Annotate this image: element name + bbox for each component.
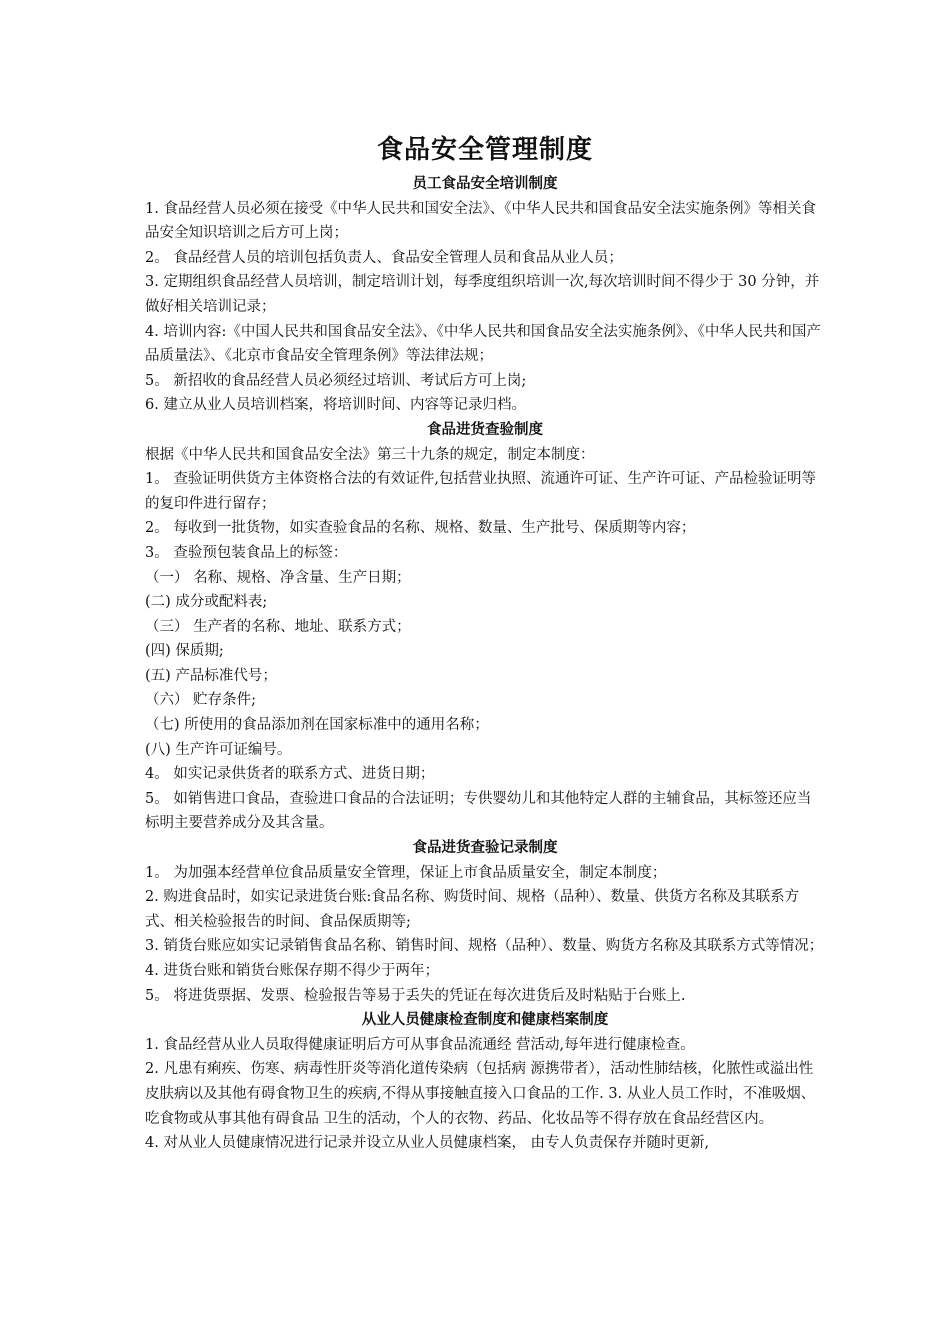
paragraph: 4. 进货台账和销货台账保存期不得少于两年； [145, 963, 439, 979]
document-title: 食品安全管理制度 [376, 135, 593, 165]
paragraph: 4. 培训内容:《中国人民共和国食品安全法》、《中华人民共和国食品安全法实施条例》、《中华人民共和国产品质量法》、《北京市食品安全管理条例》等法律法规； [145, 323, 821, 365]
paragraph: 1。 为加强本经营单位食品质量安全管理，保证上市食品质量安全，制定本制度； [145, 864, 667, 881]
paragraph: （一） 名称、规格、净含量、生产日期； [145, 569, 411, 586]
paragraph: 根据《中华人民共和国食品安全法》第三十九条的规定，制定本制度： [145, 446, 595, 463]
paragraph: (五) 产品标准代号； [145, 667, 277, 684]
paragraph: （六） 贮存条件; [145, 692, 256, 709]
section-staff-training [145, 172, 825, 418]
paragraph: 4. 对从业人员健康情况进行记录并设立从业人员健康档案， 由专人负责保存并随时更新, [145, 1135, 710, 1152]
paragraph: (八) 生产许可证编号。 [145, 741, 292, 758]
paragraph: （三） 生产者的名称、地址、联系方式； [145, 618, 411, 635]
paragraph: 3. 定期组织食品经营人员培训，制定培训计划，每季度组织培训一次,每次培训时间不得少于 30 分钟，并做好相关培训记录； [145, 274, 820, 315]
paragraph: 2。 每收到一批货物，如实查验食品的名称、规格、数量、生产批号、保质期等内容； [145, 520, 696, 537]
paragraph: 1. 食品经营从业人员取得健康证明后方可从事食品流通经 营活动,每年进行健康检查。 [145, 1036, 695, 1053]
paragraph: 2. 凡患有痢疾、伤寒、病毒性肝炎等消化道传染病（包括病 源携带者），活动性肺结核，化脓性或溢出性皮肤病以及其他有碍食物卫生的疾病,不得从事接触直接入口食品的工作. 3. 从业人员工作时，不准吸烟、吃食物或从事其他有碍食品 卫生的活动，个人的衣物、药品、化妆品等不得存放在食品经营区内。 [145, 1061, 816, 1127]
section-purchase-records [145, 836, 825, 1008]
section-heading: 从业人员健康检查制度和健康档案制度 [361, 1012, 609, 1029]
section-purchase-inspection [145, 418, 825, 836]
paragraph: 5。 如销售进口食品，查验进口食品的合法证明；专供婴幼儿和其他特定人群的主辅食品，其标签还应当标明主要营养成分及其含量。 [145, 790, 812, 832]
paragraph: 3. 销货台账应如实记录销售食品名称、销售时间、规格（品种）、数量、购货方名称及其联系方式等情况； [145, 938, 824, 955]
paragraph: 5。 新招收的食品经营人员必须经过培训、考试后方可上岗; [145, 372, 527, 389]
section-heading: 食品进货查验制度 [427, 421, 543, 438]
paragraph: 2。 食品经营人员的培训包括负责人、食品安全管理人员和食品从业人员； [145, 249, 623, 266]
paragraph: 5。 将进货票据、发票、检验报告等易于丢失的凭证在每次进货后及时粘贴于台账上. [145, 987, 686, 1004]
section-heading: 食品进货查验记录制度 [412, 840, 558, 857]
paragraph: (二) 成分或配料表; [145, 594, 268, 611]
paragraph: 1. 食品经营人员必须在接受《中华人民共和国安全法》、《中华人民共和国食品安全法实施条例》等相关食品安全知识培训之后方可上岗； [145, 200, 816, 242]
paragraph: 4。 如实记录供货者的联系方式、进货日期； [145, 766, 435, 783]
paragraph: 1。 查验证明供货方主体资格合法的有效证件,包括营业执照、流通许可证、生产许可证、产品检验证明等的复印件进行留存； [145, 471, 816, 512]
document-page [145, 128, 825, 1156]
section-health-check [145, 1008, 825, 1156]
paragraph: 6. 建立从业人员培训档案，将培训时间、内容等记录归档。 [145, 397, 526, 414]
paragraph: 2. 购进食品时，如实记录进货台账:食品名称、购货时间、规格（品种）、数量、供货方名称及其联系方式、相关检验报告的时间、食品保质期等; [145, 889, 800, 930]
paragraph: （七) 所使用的食品添加剂在国家标准中的通用名称； [145, 717, 489, 734]
paragraph: (四) 保质期; [145, 643, 224, 660]
paragraph: 3。 查验预包装食品上的标签： [145, 544, 348, 561]
section-heading: 员工食品安全培训制度 [412, 176, 558, 192]
